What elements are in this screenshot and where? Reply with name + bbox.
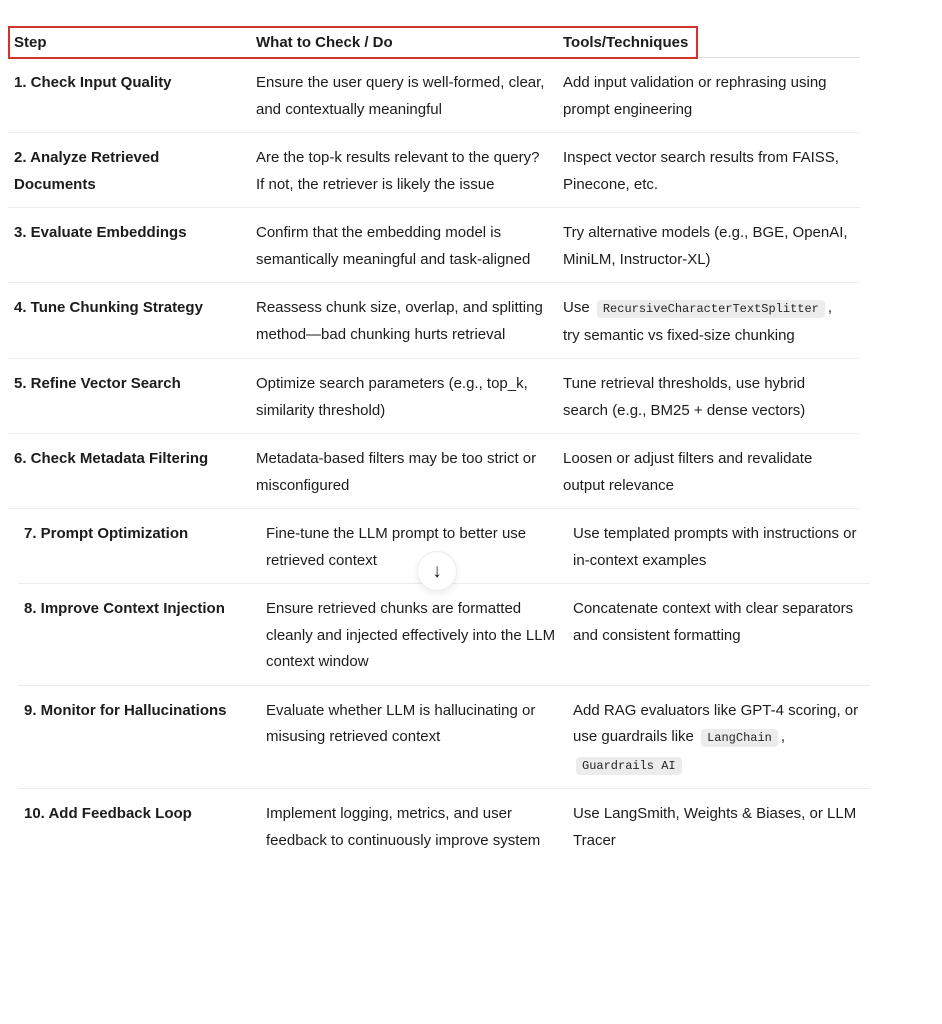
header-cell-step: Step [14,34,47,51]
cell-tools-techniques: Add RAG evaluators like GPT-4 scoring, or use guardrails like LangChain , Guardrails AI [573,701,859,773]
cell-tools-techniques: Use templated prompts with instructions or in-context examples [573,525,857,569]
rag-debugging-table [8,28,860,863]
cell-tools-techniques: Add input validation or rephrasing using prompt engineering [563,74,827,118]
cell-step: 3. Evaluate Embeddings [14,224,187,241]
inline-code-chip: RecursiveCharacterTextSplitter [597,300,825,318]
table-body [8,58,860,863]
header-cell-what-to-check: What to Check / Do [256,34,393,51]
cell-tools-techniques: Use LangSmith, Weights & Biases, or LLM Tracer [573,805,857,849]
cell-tools-techniques: Try alternative models (e.g., BGE, OpenAI, MiniLM, Instructor-XL) [563,224,848,268]
cell-step: 9. Monitor for Hallucinations [24,701,227,719]
cell-what-to-check: Evaluate whether LLM is hallucinating or misusing retrieved context [266,701,536,745]
table-row [18,686,870,790]
cell-what-to-check: Optimize search parameters (e.g., top_k, similarity threshold) [256,375,528,419]
cell-tools-techniques: Tune retrieval thresholds, use hybrid search (e.g., BM25 + dense vectors) [563,375,806,419]
table-row [8,283,860,359]
table-row [8,133,860,208]
cell-step: 7. Prompt Optimization [24,525,189,542]
inline-code-chip: LangChain [701,729,778,747]
cell-what-to-check: Confirm that the embedding model is semantically meaningful and task-aligned [256,224,531,268]
table-row [8,434,860,509]
cell-what-to-check: Ensure retrieved chunks are formatted cleanly and injected effectively into the LLM context window [266,600,556,670]
cell-step: 2. Analyze Retrieved Documents [14,149,160,193]
table-row [18,584,870,686]
cell-what-to-check: Are the top-k results relevant to the query? If not, the retriever is likely the issue [256,149,540,193]
table-row [8,208,860,283]
cell-what-to-check: Ensure the user query is well-formed, clear, and contextually meaningful [256,74,545,118]
header-cell-tools-techniques: Tools/Techniques [563,34,689,51]
cell-tools-techniques: Inspect vector search results from FAISS, Pinecone, etc. [563,149,839,193]
cell-step: 1. Check Input Quality [14,74,172,91]
cell-step: 6. Check Metadata Filtering [14,450,209,467]
cell-what-to-check: Reassess chunk size, overlap, and splitting method—bad chunking hurts retrieval [256,299,543,343]
cell-step: 10. Add Feedback Loop [24,805,192,822]
cell-step: 8. Improve Context Injection [24,600,225,617]
cell-what-to-check: Implement logging, metrics, and user feedback to continuously improve system [266,805,541,849]
cell-tools-techniques: Concatenate context with clear separators and consistent formatting [573,600,854,644]
scroll-to-bottom-button[interactable] [417,551,457,591]
table-row [8,58,860,133]
arrow-down-icon: ↓ [432,560,442,582]
cell-what-to-check: Fine-tune the LLM prompt to better use retrieved context [266,525,527,569]
cell-step: 4. Tune Chunking Strategy [14,299,203,316]
cell-tools-techniques: Loosen or adjust filters and revalidate output relevance [563,450,813,494]
table-row [8,359,860,434]
cell-tools-techniques: Use RecursiveCharacterTextSplitter , try semantic vs fixed-size chunking [563,299,833,344]
table-header-row [8,28,860,58]
cell-step: 5. Refine Vector Search [14,375,181,392]
table-row [18,789,870,863]
cell-what-to-check: Metadata-based filters may be too strict or misconfigured [256,450,537,494]
inline-code-chip: Guardrails AI [576,757,682,775]
